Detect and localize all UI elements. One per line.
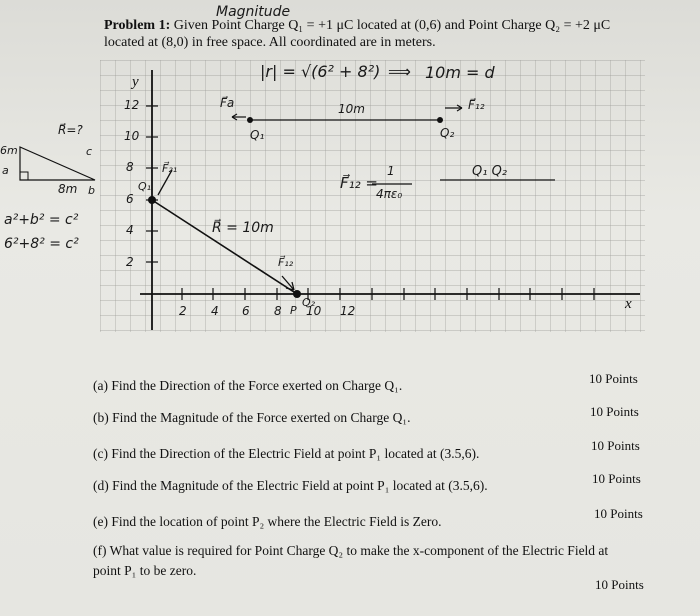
triangle-sketch bbox=[0, 125, 100, 195]
points-f: 10 Points bbox=[595, 577, 644, 592]
implies-arrow: ⟹ bbox=[388, 62, 411, 81]
grid-svg bbox=[100, 60, 645, 332]
q2-point-label: Q₂ bbox=[302, 296, 316, 309]
pythagoras-line-2: 6²+8² = c² bbox=[4, 236, 79, 252]
distance-result: 10m = d bbox=[425, 63, 495, 82]
q1-point bbox=[148, 196, 156, 204]
upper-q1-label: Q₁ bbox=[250, 128, 265, 142]
y-tick-8: 8 bbox=[126, 160, 134, 174]
triangle-a: a bbox=[2, 164, 9, 177]
question-d: (d) Find the Magnitude of the Electric Field at point P₁ located at (3.5,6). bbox=[93, 478, 488, 493]
points-a: 10 Points bbox=[589, 371, 638, 386]
f12-lower-label: F⃗₁₂ bbox=[278, 256, 294, 269]
q2-point bbox=[293, 290, 301, 298]
x-tick-10: 10 bbox=[306, 304, 322, 318]
problem-statement-line1 bbox=[104, 18, 610, 34]
fa-label: F⃗a bbox=[220, 96, 235, 110]
f21-label: F⃗₂₁ bbox=[162, 162, 178, 175]
points-e: 10 Points bbox=[594, 506, 643, 521]
x-tick-2: 2 bbox=[179, 304, 187, 318]
question-f: (f) What value is required for Point Charge Q₂ to make the x-component of the Electric Field at bbox=[93, 543, 609, 558]
points-c: 10 Points bbox=[591, 438, 640, 453]
question-f-line2: point P₁ to be zero. bbox=[93, 563, 197, 578]
x-tick-8: 8 bbox=[274, 304, 282, 318]
question-c: (c) Find the Direction of the Electric Field at point P₁ located at (3.5,6). bbox=[93, 446, 480, 461]
f12-top-label: F⃗₁₂ bbox=[468, 98, 485, 112]
triangle-b: b bbox=[88, 184, 95, 197]
y-tick-10: 10 bbox=[124, 129, 140, 143]
upper-q1-dot bbox=[247, 117, 253, 123]
x-axis-label: x bbox=[625, 296, 632, 312]
triangle-c: c bbox=[86, 145, 93, 158]
x-tick-12: 12 bbox=[340, 304, 356, 318]
y-tick-6: 6 bbox=[126, 192, 134, 206]
fraction-numerator: 1 bbox=[387, 164, 395, 178]
dist-10m-label: 10m bbox=[338, 102, 365, 116]
triangle-8m: 8m bbox=[58, 182, 78, 196]
pythagoras-line-1: a²+b² = c² bbox=[4, 212, 79, 228]
y-tick-2: 2 bbox=[126, 255, 134, 269]
q1q2-text: Q₁ Q₂ bbox=[472, 164, 508, 179]
question-a: (a) Find the Direction of the Force exerted on Charge Q₁. bbox=[93, 378, 403, 393]
points-b: 10 Points bbox=[590, 404, 639, 419]
triangle-hypotenuse: R⃗=? bbox=[58, 123, 83, 137]
problem-text-1: Given Point Charge Q₁ = +1 μC located at (0,6) and Point Charge Q₂ = +2 μC bbox=[173, 18, 611, 33]
f12-equation-lhs: F⃗₁₂ = bbox=[340, 174, 378, 192]
r-vector-label: R⃗ = 10m bbox=[212, 220, 274, 236]
x-tick-6: 6 bbox=[242, 304, 250, 318]
problem-label: Problem 1: bbox=[104, 18, 171, 33]
graph-paper bbox=[100, 60, 645, 332]
question-e: (e) Find the location of point P₂ where the Electric Field is Zero. bbox=[93, 514, 442, 529]
y-axis-label: y bbox=[132, 74, 139, 90]
q1-point-label: Q₁ bbox=[138, 180, 152, 193]
triangle-6m: 6m bbox=[0, 144, 18, 157]
y-tick-4: 4 bbox=[126, 223, 134, 237]
p-label: P bbox=[290, 304, 297, 317]
magnitude-annotation: Magnitude bbox=[216, 4, 291, 20]
problem-text-2: located at (8,0) in free space. All coordinated are in meters. bbox=[104, 35, 436, 50]
question-b: (b) Find the Magnitude of the Force exerted on Charge Q₁. bbox=[93, 410, 411, 425]
x-tick-4: 4 bbox=[211, 304, 219, 318]
upper-q2-dot bbox=[437, 117, 443, 123]
distance-equation: |r| = √(6² + 8²) bbox=[260, 62, 381, 81]
y-tick-12: 12 bbox=[124, 98, 140, 112]
fraction-denominator: 4πε₀ bbox=[376, 187, 403, 201]
upper-q2-label: Q₂ bbox=[440, 126, 455, 140]
points-d: 10 Points bbox=[592, 471, 641, 486]
